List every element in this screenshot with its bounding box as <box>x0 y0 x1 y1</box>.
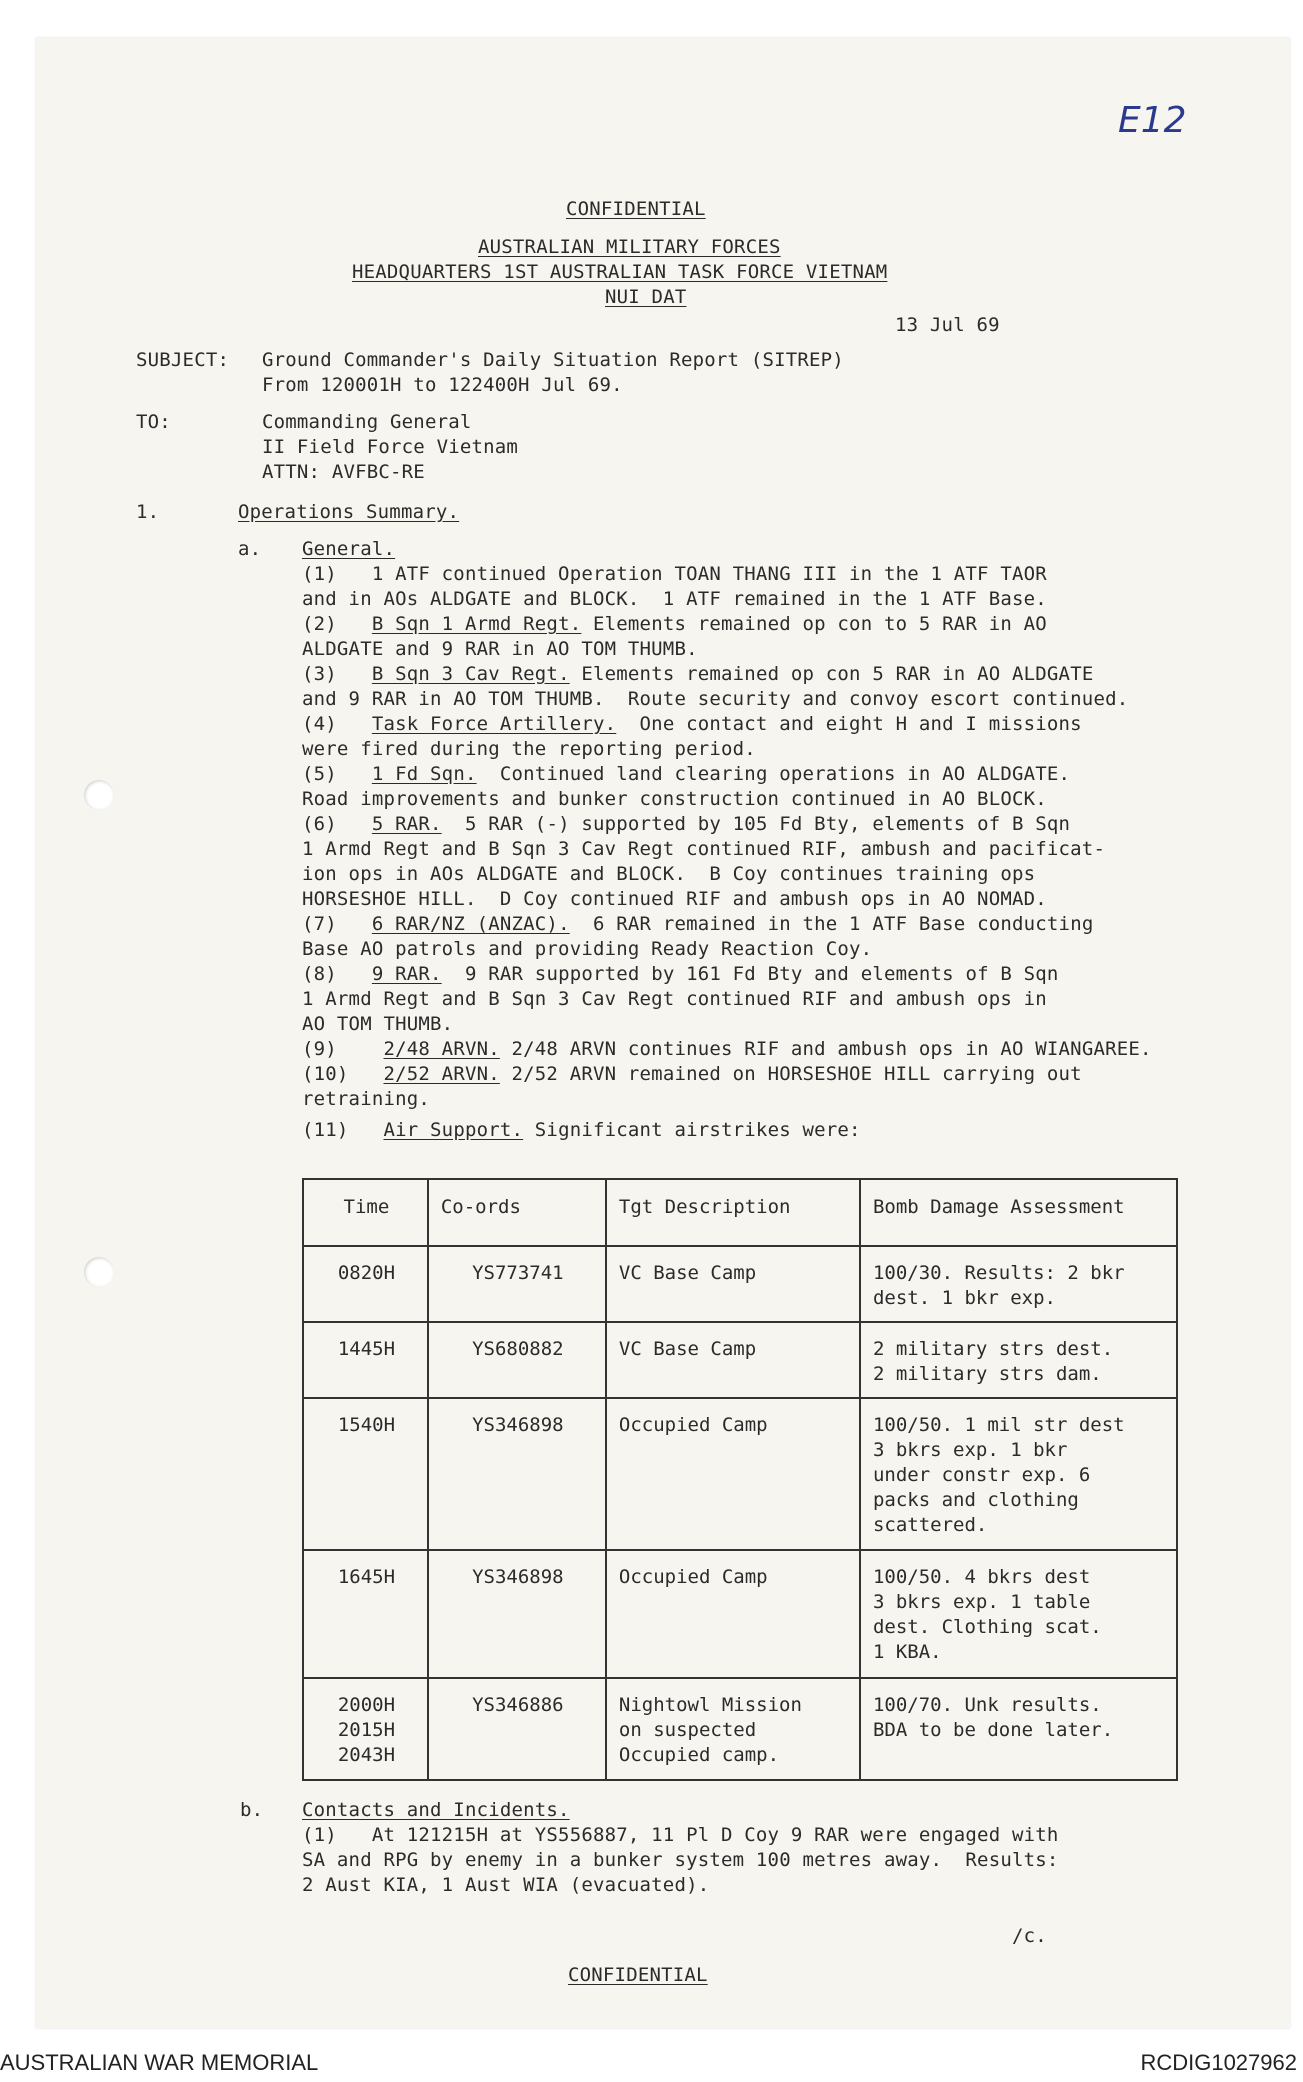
punch-hole <box>84 780 114 810</box>
para-11-num: (11) <box>302 1119 384 1141</box>
para-2-num: (2) <box>302 613 372 635</box>
para-5-num: (5) <box>302 763 372 785</box>
table-row <box>303 1246 1177 1322</box>
reference-mark: E12 <box>1118 100 1187 141</box>
subject-line-2: From 120001H to 122400H Jul 69. <box>262 374 623 396</box>
para-7-line-1 <box>302 912 1093 937</box>
para-4-text: One contact and eight H and I missions <box>616 713 1082 735</box>
to-line-2: II Field Force Vietnam <box>262 436 519 458</box>
para-8-num: (8) <box>302 963 372 985</box>
contacts-line-3: 2 Aust KIA, 1 Aust WIA (evacuated). <box>302 1874 710 1896</box>
cell-target: Occupied Camp <box>606 1550 860 1678</box>
para-7-unit: 6 RAR/NZ (ANZAC). <box>371 913 570 935</box>
cell-target: VC Base Camp <box>606 1246 860 1322</box>
contacts-letter: b. <box>240 1799 264 1821</box>
subject-label: SUBJECT: <box>136 349 230 371</box>
para-8-line-2: 1 Armd Regt and B Sqn 3 Cav Regt continued RIF and ambush ops in <box>302 988 1047 1010</box>
para-6-line-3: ion ops in AOs ALDGATE and BLOCK. B Coy continues training ops <box>302 863 1036 885</box>
cell-time: 1540H <box>303 1398 428 1550</box>
para-6-line-2: 1 Armd Regt and B Sqn 3 Cav Regt continued RIF, ambush and pacificat- <box>302 838 1106 860</box>
cell-bda: 100/50. 4 bkrs dest 3 bkrs exp. 1 table dest. Clothing scat. 1 KBA. <box>860 1550 1177 1678</box>
punch-hole <box>84 1257 114 1287</box>
para-11-line-1 <box>302 1118 861 1143</box>
para-5-text: Continued land clearing operations in AO ALDGATE. <box>476 763 1071 785</box>
para-6-num: (6) <box>302 813 372 835</box>
para-10-num: (10) <box>302 1063 384 1085</box>
para-2-line-1 <box>302 612 1047 637</box>
cell-target: Nightowl Mission on suspected Occupied camp. <box>606 1678 860 1780</box>
para-4-unit: Task Force Artillery. <box>371 713 617 735</box>
section-title: Operations Summary. <box>238 501 460 523</box>
para-1-line-1: (1) 1 ATF continued Operation TOAN THANG III in the 1 ATF TAOR <box>302 563 1047 585</box>
para-3-num: (3) <box>302 663 372 685</box>
para-3-text: Elements remained op con 5 RAR in AO ALDGATE <box>569 663 1094 685</box>
to-line-3: ATTN: AVFBC-RE <box>262 461 425 483</box>
document-date: 13 Jul 69 <box>895 314 1000 336</box>
cell-bda: 100/30. Results: 2 bkr dest. 1 bkr exp. <box>860 1246 1177 1322</box>
para-9-unit: 2/48 ARVN. <box>383 1038 500 1060</box>
table-row <box>303 1398 1177 1550</box>
org-line-2: HEADQUARTERS 1ST AUSTRALIAN TASK FORCE VIETNAM <box>352 261 888 283</box>
subject-line-1: Ground Commander's Daily Situation Report (SITREP) <box>262 349 844 371</box>
para-4-num: (4) <box>302 713 372 735</box>
para-10-unit: 2/52 ARVN. <box>383 1063 500 1085</box>
para-3-line-2: and 9 RAR in AO TOM THUMB. Route security and convoy escort continued. <box>302 688 1129 710</box>
para-2-text: Elements remained op con to 5 RAR in AO <box>581 613 1047 635</box>
para-7-line-2: Base AO patrols and providing Ready Reaction Coy. <box>302 938 873 960</box>
contacts-line-2: SA and RPG by enemy in a bunker system 100 metres away. Results: <box>302 1849 1059 1871</box>
table-header-row <box>303 1179 1177 1246</box>
header-target: Tgt Description <box>606 1179 860 1246</box>
cell-bda: 100/70. Unk results. BDA to be done later. <box>860 1678 1177 1780</box>
table-row <box>303 1550 1177 1678</box>
para-10-line-2: retraining. <box>302 1088 431 1110</box>
airstrikes-table <box>302 1178 1178 1781</box>
cell-time: 0820H <box>303 1246 428 1322</box>
para-11-text: Significant airstrikes were: <box>523 1119 861 1141</box>
para-9-line-1 <box>302 1037 1152 1062</box>
header-time: Time <box>303 1179 428 1246</box>
para-8-line-3: AO TOM THUMB. <box>302 1013 454 1035</box>
para-8-line-1 <box>302 962 1059 987</box>
para-6-text: 5 RAR (-) supported by 105 Fd Bty, elements of B Sqn <box>441 813 1071 835</box>
classification-bottom: CONFIDENTIAL <box>568 1964 708 1986</box>
para-3-line-1 <box>302 662 1093 687</box>
para-8-text: 9 RAR supported by 161 Fd Bty and elements of B Sqn <box>441 963 1059 985</box>
para-6-unit: 5 RAR. <box>371 813 442 835</box>
cell-coords: YS773741 <box>428 1246 606 1322</box>
para-4-line-2: were fired during the reporting period. <box>302 738 756 760</box>
header-bda: Bomb Damage Assessment <box>860 1179 1177 1246</box>
cell-target: VC Base Camp <box>606 1322 860 1398</box>
cell-coords: YS346898 <box>428 1550 606 1678</box>
cell-time: 1645H <box>303 1550 428 1678</box>
table-row <box>303 1678 1177 1780</box>
cell-bda: 100/50. 1 mil str dest 3 bkrs exp. 1 bkr under constr exp. 6 packs and clothing scattered. <box>860 1398 1177 1550</box>
para-1-line-2: and in AOs ALDGATE and BLOCK. 1 ATF remained in the 1 ATF Base. <box>302 588 1047 610</box>
cell-bda: 2 military strs dest. 2 military strs dam. <box>860 1322 1177 1398</box>
cell-target: Occupied Camp <box>606 1398 860 1550</box>
para-9-text: 2/48 ARVN continues RIF and ambush ops in AO WIANGAREE. <box>499 1038 1152 1060</box>
para-7-num: (7) <box>302 913 372 935</box>
para-10-line-1 <box>302 1062 1082 1087</box>
cell-time: 2000H 2015H 2043H <box>303 1678 428 1780</box>
para-7-text: 6 RAR remained in the 1 ATF Base conducting <box>569 913 1094 935</box>
para-4-line-1 <box>302 712 1082 737</box>
org-line-1: AUSTRALIAN MILITARY FORCES <box>478 236 781 258</box>
para-5-line-2: Road improvements and bunker construction continued in AO BLOCK. <box>302 788 1047 810</box>
para-2-line-2: ALDGATE and 9 RAR in AO TOM THUMB. <box>302 638 698 660</box>
para-10-text: 2/52 ARVN remained on HORSESHOE HILL carrying out <box>499 1063 1082 1085</box>
cell-coords: YS346898 <box>428 1398 606 1550</box>
archive-footer-right: RCDIG1027962 <box>1140 2050 1297 2075</box>
para-11-unit: Air Support. <box>383 1119 524 1141</box>
subsection-title: General. <box>302 538 396 560</box>
para-2-unit: B Sqn 1 Armd Regt. <box>371 613 582 635</box>
para-9-num: (9) <box>302 1038 384 1060</box>
header-coords: Co-ords <box>428 1179 606 1246</box>
cell-coords: YS346886 <box>428 1678 606 1780</box>
continuation-mark: /c. <box>1012 1925 1047 1947</box>
para-6-line-1 <box>302 812 1070 837</box>
location: NUI DAT <box>605 286 687 308</box>
classification-top: CONFIDENTIAL <box>566 198 706 220</box>
para-8-unit: 9 RAR. <box>371 963 442 985</box>
cell-coords: YS680882 <box>428 1322 606 1398</box>
para-6-line-4: HORSESHOE HILL. D Coy continued RIF and ambush ops in AO NOMAD. <box>302 888 1047 910</box>
to-label: TO: <box>136 411 171 433</box>
contacts-line-1: (1) At 121215H at YS556887, 11 Pl D Coy 9 RAR were engaged with <box>302 1824 1059 1846</box>
to-line-1: Commanding General <box>262 411 472 433</box>
contacts-title: Contacts and Incidents. <box>302 1799 570 1821</box>
section-number: 1. <box>136 501 160 523</box>
cell-time: 1445H <box>303 1322 428 1398</box>
archive-footer-left: AUSTRALIAN WAR MEMORIAL <box>0 2050 319 2075</box>
table-row <box>303 1322 1177 1398</box>
subsection-letter: a. <box>238 538 262 560</box>
para-5-line-1 <box>302 762 1070 787</box>
para-5-unit: 1 Fd Sqn. <box>371 763 477 785</box>
para-3-unit: B Sqn 3 Cav Regt. <box>371 663 570 685</box>
